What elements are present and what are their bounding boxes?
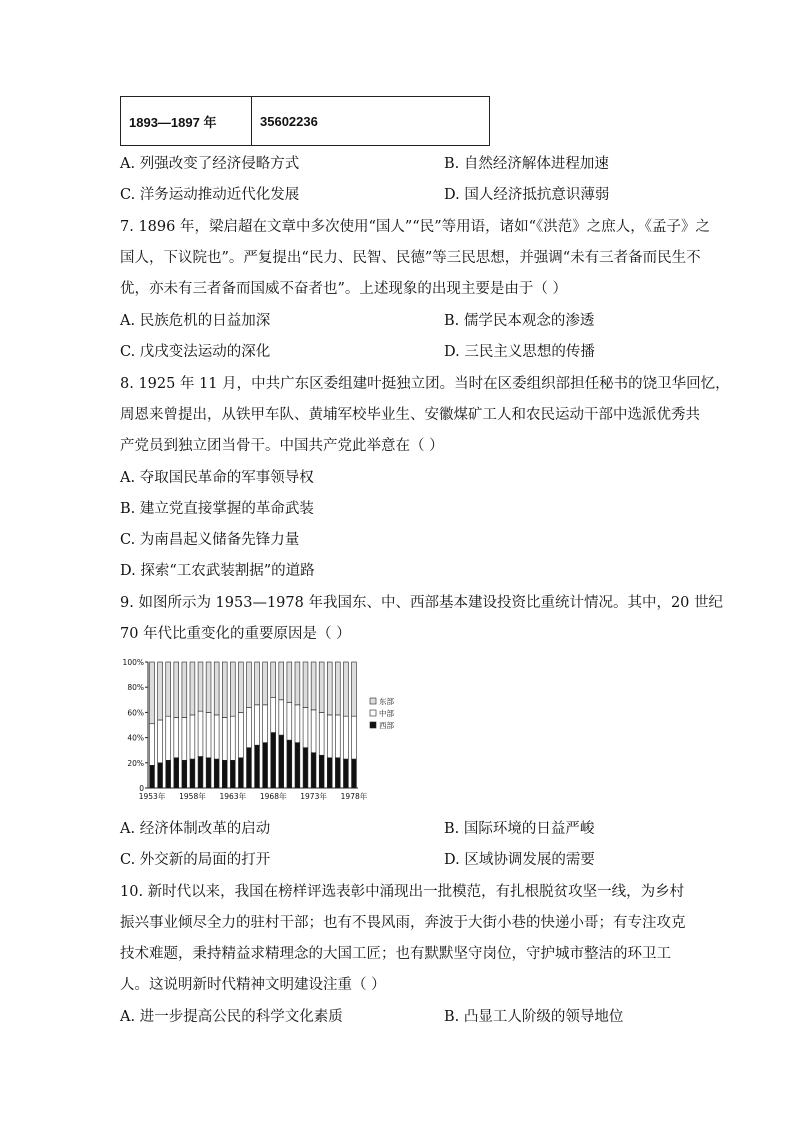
q10-stem-line-1: 10. 新时代以来，我国在榜样评选表彰中涌现出一批模范，有扎根脱贫攻坚一线，为乡村 bbox=[120, 884, 685, 900]
bar-segment-central bbox=[214, 715, 219, 759]
bar-segment-west bbox=[319, 755, 324, 788]
q9-stem-line-1: 9. 如图所示为 1953—1978 年我国东、中、西部基本建设投资比重统计情况。其中，20 世纪 bbox=[120, 595, 724, 611]
x-tick-label: 1968年 bbox=[259, 792, 287, 801]
bar-segment-east bbox=[352, 662, 357, 716]
bar-segment-central bbox=[263, 705, 268, 743]
bar-segment-east bbox=[327, 662, 332, 715]
y-tick-label: 80% bbox=[127, 683, 144, 693]
bar-segment-east bbox=[238, 662, 243, 712]
table-cell-value: 35602236 bbox=[252, 97, 490, 146]
bar-segment-central bbox=[206, 712, 211, 757]
q8-stem-line-1: 8. 1925 年 11 月，中共广东区委组建叶挺独立团。当时在区委组织部担任秘书的饶卫华回忆， bbox=[120, 376, 730, 392]
legend-label: 西部 bbox=[379, 721, 394, 730]
bar-segment-west bbox=[190, 759, 195, 788]
q10-stem-line-3: 技术难题，秉持精益求精理念的大国工匠；也有默默坚守岗位，守护城市整洁的环卫工 bbox=[120, 946, 671, 962]
bar-segment-central bbox=[222, 717, 227, 760]
bar-segment-central bbox=[271, 697, 276, 732]
bar-segment-east bbox=[295, 662, 300, 705]
q6-option-c[interactable]: C. 洋务运动推动近代化发展 bbox=[120, 187, 300, 203]
y-tick-label: 100% bbox=[122, 658, 144, 667]
bar-segment-east bbox=[263, 662, 268, 705]
bar-segment-east bbox=[279, 662, 284, 700]
bar-segment-central bbox=[238, 712, 243, 757]
x-tick-label: 1953年 bbox=[138, 792, 166, 801]
bar-segment-east bbox=[271, 662, 276, 697]
q8-option-b[interactable]: B. 建立党直接掌握的革命武装 bbox=[120, 501, 314, 517]
legend-swatch bbox=[370, 698, 376, 704]
table-cell-period: 1893—1897 年 bbox=[121, 97, 252, 146]
bar-segment-east bbox=[190, 662, 195, 715]
q7-stem-line-3: 优，亦未有三者备而国威不奋者也”。上述现象的出现主要是由于（ ） bbox=[120, 281, 568, 297]
q8-option-c[interactable]: C. 为南昌起义储备先锋力量 bbox=[120, 532, 300, 548]
bar-segment-central bbox=[327, 715, 332, 758]
bar-segment-west bbox=[255, 745, 260, 788]
y-tick-label: 20% bbox=[127, 758, 144, 768]
q10-option-a[interactable]: A. 进一步提高公民的科学文化素质 bbox=[120, 1009, 343, 1025]
bar-segment-central bbox=[343, 716, 348, 759]
x-tick-label: 1973年 bbox=[300, 792, 327, 801]
bar-segment-west bbox=[166, 760, 171, 788]
bar-segment-central bbox=[279, 700, 284, 735]
y-tick-label: 60% bbox=[127, 708, 144, 718]
bar-segment-east bbox=[182, 662, 187, 717]
q8-stem-line-3: 产党员到独立团当骨干。中国共产党此举意在（ ） bbox=[120, 438, 444, 454]
bar-segment-east bbox=[158, 662, 163, 720]
bar-segment-east bbox=[247, 662, 252, 707]
q9-option-a[interactable]: A. 经济体制改革的启动 bbox=[120, 821, 271, 837]
bar-segment-central bbox=[166, 716, 171, 760]
bar-segment-west bbox=[230, 760, 235, 788]
table-row bbox=[121, 97, 490, 146]
bar-segment-east bbox=[343, 662, 348, 716]
legend-swatch bbox=[370, 722, 376, 728]
bar-segment-west bbox=[158, 763, 163, 788]
q7-option-a[interactable]: A. 民族危机的日益加深 bbox=[120, 313, 271, 329]
bar-segment-central bbox=[352, 716, 357, 759]
q9-option-d[interactable]: D. 区域协调发展的需要 bbox=[444, 852, 595, 868]
bar-segment-east bbox=[287, 662, 292, 702]
bar-segment-central bbox=[319, 712, 324, 755]
bar-segment-west bbox=[335, 758, 340, 788]
bar-segment-central bbox=[311, 710, 316, 753]
y-tick-label: 40% bbox=[127, 733, 144, 743]
bar-segment-east bbox=[206, 662, 211, 712]
bar-segment-west bbox=[271, 733, 276, 788]
bar-segment-west bbox=[222, 760, 227, 788]
bar-segment-west bbox=[247, 748, 252, 788]
bar-segment-east bbox=[303, 662, 308, 707]
q7-stem-line-2: 国人，下议院也”。严复提出“民力、民智、民德”等三民思想，并强调“未有三者备而民生不 bbox=[120, 250, 701, 266]
q6-option-d[interactable]: D. 国人经济抵抗意识薄弱 bbox=[444, 187, 610, 203]
q8-stem-line-2: 周恩来曾提出，从铁甲车队、黄埔军校毕业生、安徽煤矿工人和农民运动干部中选派优秀共 bbox=[120, 407, 700, 423]
bar-segment-east bbox=[150, 662, 155, 724]
q6-option-b[interactable]: B. 自然经济解体进程加速 bbox=[444, 156, 609, 172]
bar-segment-central bbox=[335, 715, 340, 758]
investment-share-chart bbox=[118, 652, 398, 808]
bar-segment-central bbox=[295, 705, 300, 743]
q9-stem-line-2: 70 年代比重变化的重要原因是（ ） bbox=[120, 626, 351, 642]
q8-option-d[interactable]: D. 探索“工农武装割据”的道路 bbox=[120, 563, 315, 579]
bar-segment-west bbox=[238, 758, 243, 788]
bar-segment-west bbox=[279, 735, 284, 788]
bar-segment-central bbox=[255, 705, 260, 745]
bar-segment-east bbox=[335, 662, 340, 715]
legend-label: 中部 bbox=[379, 709, 394, 718]
bar-segment-central bbox=[230, 716, 235, 760]
q10-stem-line-4: 人。这说明新时代精神文明建设注重（ ） bbox=[120, 977, 386, 993]
bar-segment-west bbox=[295, 743, 300, 788]
q8-option-a[interactable]: A. 夺取国民革命的军事领导权 bbox=[120, 470, 314, 486]
bar-segment-central bbox=[190, 715, 195, 759]
bar-segment-east bbox=[198, 662, 203, 711]
bar-segment-central bbox=[150, 724, 155, 766]
q9-option-c[interactable]: C. 外交新的局面的打开 bbox=[120, 852, 271, 868]
bar-segment-central bbox=[182, 717, 187, 760]
legend-swatch bbox=[370, 710, 376, 716]
bar-segment-west bbox=[343, 759, 348, 788]
q10-stem-line-2: 振兴事业倾尽全力的驻村干部；也有不畏风雨，奔波于大街小巷的快递小哥；有专注攻克 bbox=[120, 915, 686, 931]
q7-option-d[interactable]: D. 三民主义思想的传播 bbox=[444, 344, 595, 360]
bar-segment-west bbox=[174, 758, 179, 788]
bar-segment-east bbox=[166, 662, 171, 716]
bar-segment-east bbox=[311, 662, 316, 710]
bar-segment-east bbox=[222, 662, 227, 717]
x-tick-label: 1958年 bbox=[179, 792, 206, 801]
bar-segment-central bbox=[158, 720, 163, 763]
bar-segment-west bbox=[287, 740, 292, 788]
bar-segment-west bbox=[263, 743, 268, 788]
q7-option-b[interactable]: B. 儒学民本观念的渗透 bbox=[444, 313, 595, 329]
bar-segment-west bbox=[182, 760, 187, 788]
bar-segment-east bbox=[319, 662, 324, 712]
x-tick-label: 1963年 bbox=[219, 792, 247, 801]
bar-segment-west bbox=[214, 759, 219, 788]
q6-option-a[interactable]: A. 列强改变了经济侵略方式 bbox=[120, 156, 300, 172]
bar-segment-west bbox=[327, 758, 332, 788]
q7-option-c[interactable]: C. 戊戌变法运动的深化 bbox=[120, 344, 271, 360]
bar-segment-central bbox=[174, 717, 179, 757]
bar-segment-west bbox=[303, 748, 308, 788]
bar-segment-central bbox=[198, 711, 203, 756]
bar-segment-west bbox=[352, 759, 357, 788]
bar-segment-east bbox=[174, 662, 179, 717]
bar-segment-central bbox=[287, 702, 292, 740]
bar-segment-east bbox=[255, 662, 260, 705]
bar-segment-east bbox=[230, 662, 235, 716]
data-table bbox=[120, 96, 490, 146]
y-tick-label: 0 bbox=[139, 784, 144, 793]
q9-option-b[interactable]: B. 国际环境的日益严峻 bbox=[444, 821, 595, 837]
legend-label: 东部 bbox=[379, 697, 394, 706]
bar-segment-central bbox=[247, 707, 252, 747]
q7-stem-line-1: 7. 1896 年，梁启超在文章中多次使用“国人”“民”等用语，诸如“《洪范》之庶人，《孟子》之 bbox=[120, 219, 711, 235]
bar-segment-east bbox=[214, 662, 219, 715]
x-tick-label: 1978年 bbox=[340, 792, 368, 801]
bar-segment-west bbox=[150, 765, 155, 788]
bar-segment-west bbox=[311, 753, 316, 788]
bar-segment-central bbox=[303, 707, 308, 747]
q10-option-b[interactable]: B. 凸显工人阶级的领导地位 bbox=[444, 1009, 624, 1025]
bar-segment-west bbox=[206, 758, 211, 788]
bar-segment-west bbox=[198, 757, 203, 789]
